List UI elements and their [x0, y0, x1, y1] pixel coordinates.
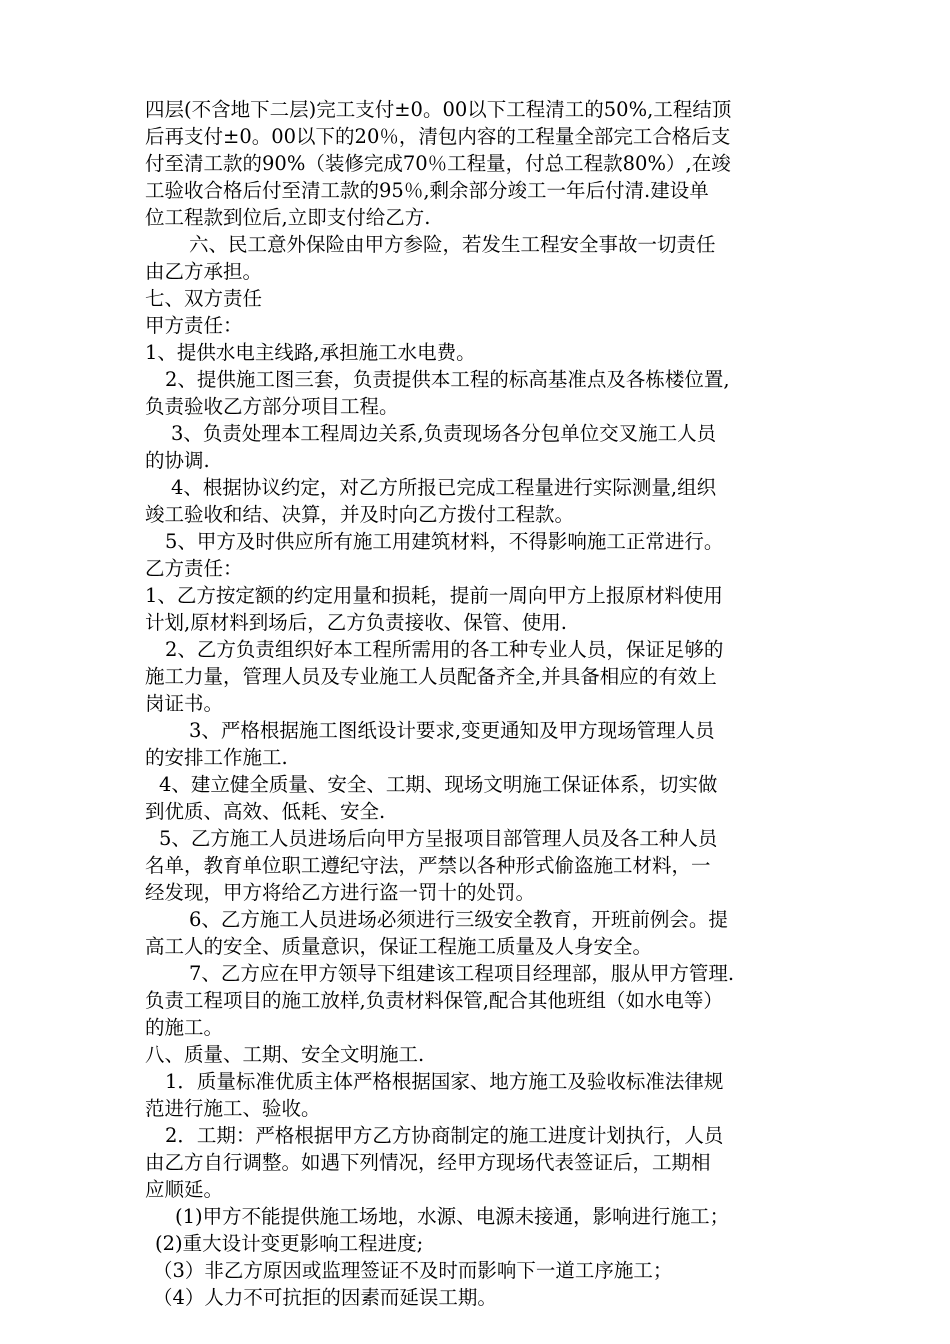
text-line: 竣工验收和结、决算，并及时向乙方拨付工程款。 [145, 503, 575, 526]
text-line: 范进行施工、验收。 [145, 1097, 321, 1120]
text-line: 5、乙方施工人员进场后向甲方呈报项目部管理人员及各工种人员 [159, 827, 718, 850]
text-line: 六、民工意外保险由甲方参险，若发生工程安全事故一切责任 [189, 233, 716, 256]
text-line: 1、乙方按定额的约定用量和损耗，提前一周向甲方上报原材料使用 [145, 584, 723, 607]
text-line: 工验收合格后付至清工款的95％,剩余部分竣工一年后付清.建设单 [145, 179, 709, 202]
text-line: 1．质量标准优质主体严格根据国家、地方施工及验收标准法律规 [165, 1070, 724, 1093]
text-line: 应顺延。 [145, 1178, 224, 1201]
text-line: 3、严格根据施工图纸设计要求,变更通知及甲方现场管理人员 [189, 719, 715, 742]
text-line: 位工程款到位后,立即支付给乙方. [145, 206, 431, 229]
text-line: (1)甲方不能提供施工场地，水源、电源未接通，影响进行施工； [175, 1205, 730, 1228]
text-line: 由乙方承担。 [145, 260, 263, 283]
text-line: 乙方责任： [145, 557, 243, 580]
text-line: 1、提供水电主线路,承担施工水电费。 [145, 341, 476, 364]
text-line: (2)重大设计变更影响工程进度; [155, 1232, 424, 1255]
text-line: （3）非乙方原因或监理签证不及时而影响下一道工序施工； [153, 1259, 673, 1282]
document-body [145, 96, 815, 1311]
text-line: 的协调. [145, 449, 210, 472]
text-line: 施工力量，管理人员及专业施工人员配备齐全,并具备相应的有效上 [145, 665, 717, 688]
text-line: 高工人的安全、质量意识，保证工程施工质量及人身安全。 [145, 935, 653, 958]
text-line: 3、负责处理本工程周边关系,负责现场各分包单位交叉施工人员 [171, 422, 717, 445]
text-line: 6、乙方施工人员进场必须进行三级安全教育，开班前例会。提 [189, 908, 728, 931]
text-line: 计划,原材料到场后，乙方负责接收、保管、使用. [145, 611, 567, 634]
text-line: 到优质、高效、低耗、安全. [145, 800, 386, 823]
text-line: 经发现，甲方将给乙方进行盗一罚十的处罚。 [145, 881, 536, 904]
text-line: 由乙方自行调整。如遇下列情况，经甲方现场代表签证后，工期相 [145, 1151, 711, 1174]
text-line: 四层(不含地下二层)完工支付±0。00以下工程清工的50%,工程结顶 [145, 98, 732, 121]
text-line: （4）人力不可抗拒的因素而延误工期。 [153, 1286, 497, 1309]
text-line: 岗证书。 [145, 692, 224, 715]
text-line: 付至清工款的90%（装修完成70％工程量，付总工程款80%）,在竣 [145, 152, 731, 175]
text-line: 八、质量、工期、安全文明施工. [145, 1043, 425, 1066]
text-line: 的安排工作施工. [145, 746, 288, 769]
text-line: 2、提供施工图三套，负责提供本工程的标高基准点及各栋楼位置, [165, 368, 730, 391]
text-line: 2．工期：严格根据甲方乙方协商制定的施工进度计划执行，人员 [165, 1124, 724, 1147]
text-line: 后再支付±0。00以下的20％，清包内容的工程量全部完工合格后支 [145, 125, 731, 148]
text-line: 5、甲方及时供应所有施工用建筑材料，不得影响施工正常进行。 [165, 530, 724, 553]
text-line: 名单，教育单位职工遵纪守法，严禁以各种形式偷盗施工材料，一 [145, 854, 711, 877]
text-line: 7、乙方应在甲方领导下组建该工程项目经理部，服从甲方管理. [189, 962, 735, 985]
text-line: 4、建立健全质量、安全、工期、现场文明施工保证体系，切实做 [159, 773, 718, 796]
text-line: 负责工程项目的施工放样,负责材料保管,配合其他班组（如水电等） [145, 989, 723, 1012]
text-line: 负责验收乙方部分项目工程。 [145, 395, 399, 418]
text-line: 七、双方责任 [145, 287, 263, 310]
text-line: 甲方责任： [145, 314, 243, 337]
text-line: 4、根据协议约定，对乙方所报已完成工程量进行实际测量,组织 [171, 476, 717, 499]
text-line: 的施工。 [145, 1016, 224, 1039]
text-line: 2、乙方负责组织好本工程所需用的各工种专业人员，保证足够的 [165, 638, 724, 661]
